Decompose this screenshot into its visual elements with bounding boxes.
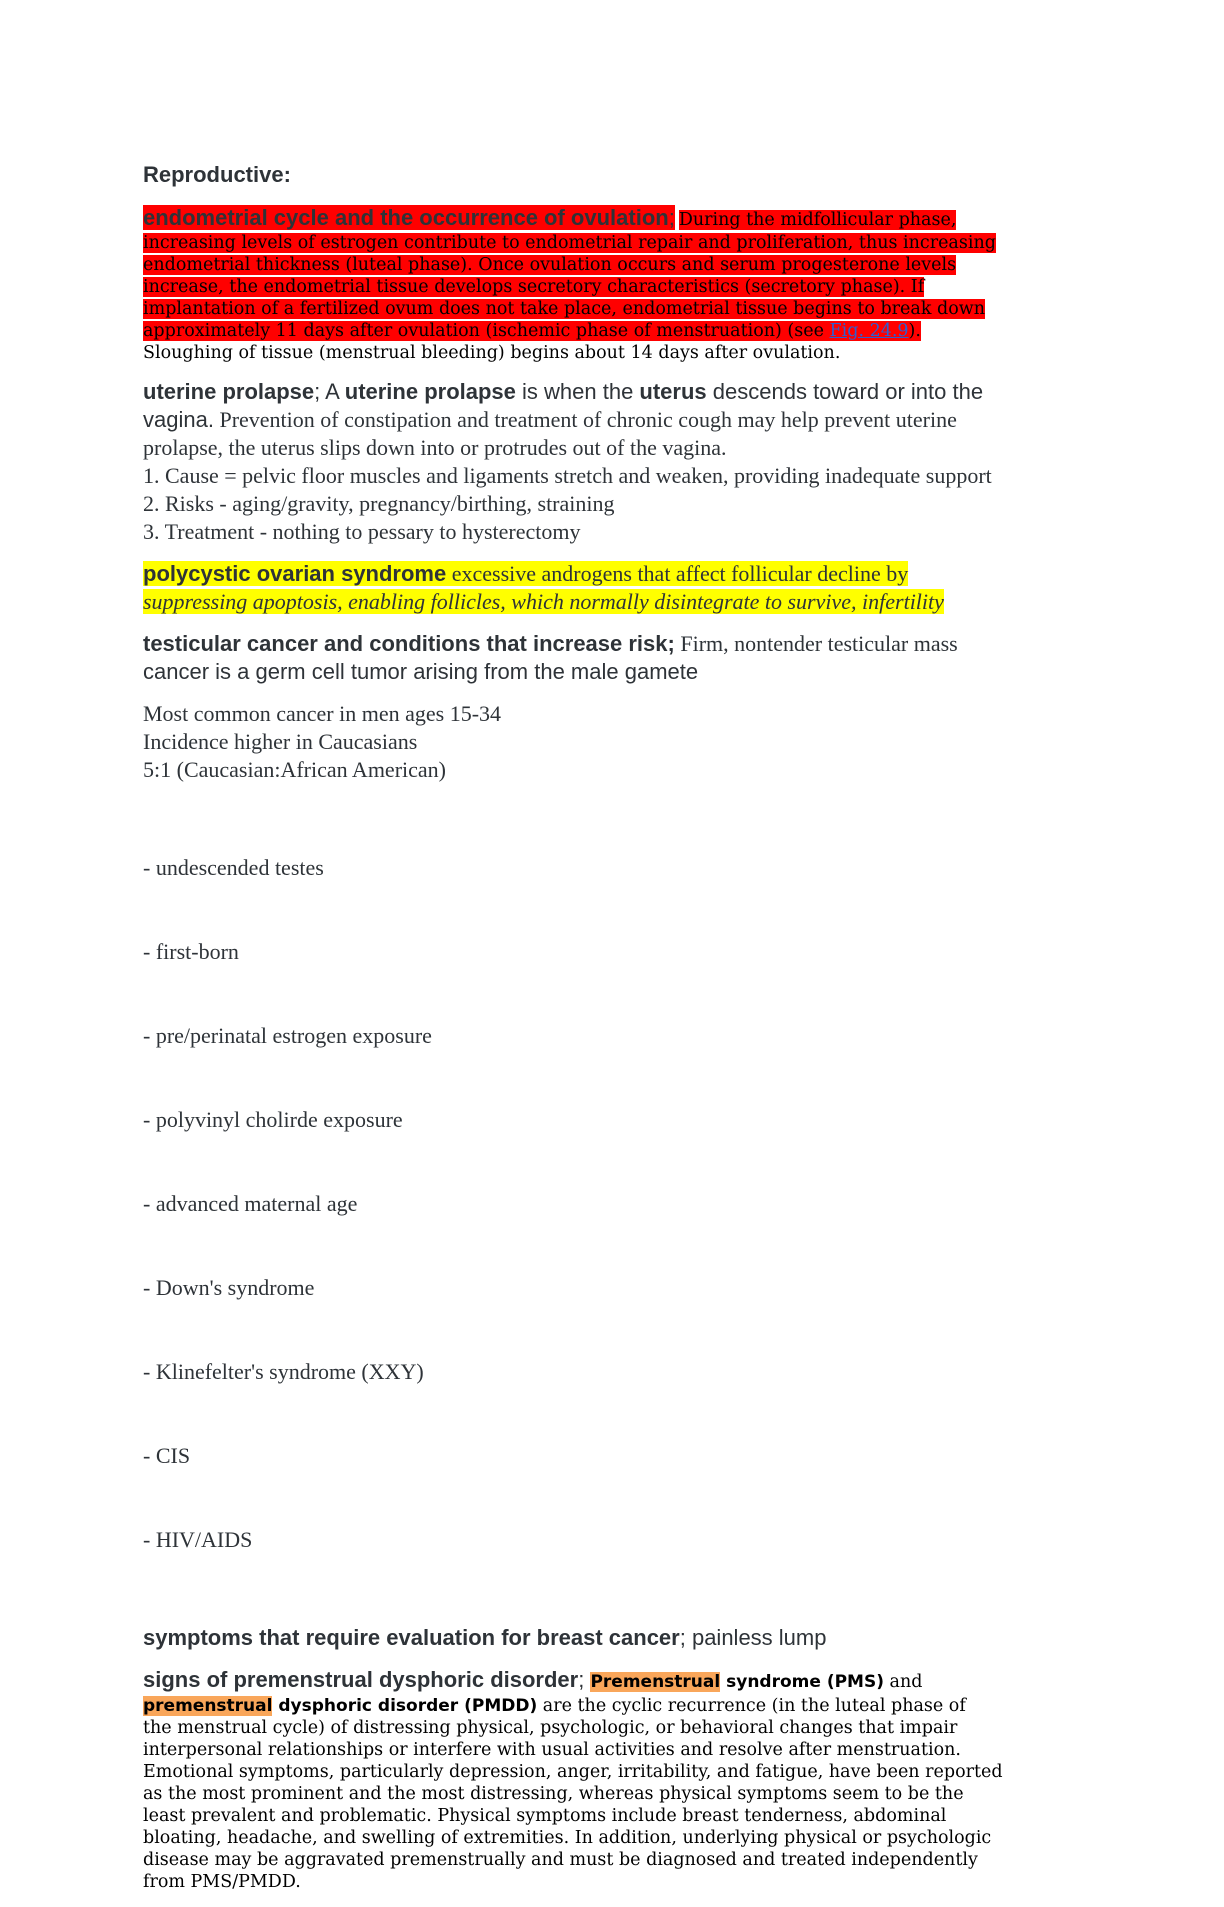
risk-item: - advanced maternal age (143, 1191, 358, 1216)
testicular-term: testicular cancer and conditions that increase risk; (143, 631, 675, 656)
pmdd-and: and (883, 1672, 923, 1692)
testicular-risk-list (143, 798, 1083, 1610)
prolapse-item-2: 2. Risks - aging/gravity, pregnancy/birthing, straining (143, 491, 615, 516)
risk-item: - Klinefelter's syndrome (XXY) (143, 1359, 424, 1384)
endometrial-line-4: increase, the endometrial tissue develops secretory characteristics (secretory phase). If (143, 277, 925, 297)
pmdd-line: as the most prominent and the most distressing, whereas physical symptoms seem to be the (143, 1784, 964, 1804)
pcos-section (143, 560, 1083, 616)
risk-item: - HIV/AIDS (143, 1527, 253, 1552)
pmdd-line: bloating, headache, and swelling of extremities. In addition, underlying physical or psychologic (143, 1828, 992, 1848)
stat-line: 5:1 (Caucasian:African American) (143, 757, 446, 782)
pcos-line-2: suppressing apoptosis, enabling follicles, which normally disintegrate to survive, infertility (143, 589, 944, 614)
testicular-stats (143, 700, 1083, 784)
endometrial-sep: ; (668, 205, 675, 230)
prolapse-term-3: uterus (639, 379, 707, 404)
breast-section (143, 1624, 1083, 1652)
section-heading: Reproductive: (143, 162, 291, 187)
stat-line: Incidence higher in Caucasians (143, 729, 418, 754)
pmdd-term: signs of premenstrual dysphoric disorder (143, 1667, 579, 1692)
pmdd-section (143, 1666, 1083, 1893)
pms-highlight: Premenstrual (590, 1672, 721, 1692)
prolapse-serif-1: Prevention of constipation and treatment of chronic cough may help prevent uterine (213, 407, 957, 432)
pmdd-line: least prevalent and problematic. Physical symptoms include breast tenderness, abdominal (143, 1806, 947, 1826)
endometrial-term: endometrial cycle and the occurrence of ovulation (143, 205, 669, 230)
prolapse-item-1: 1. Cause = pelvic floor muscles and ligaments stretch and weaken, providing inadequate support (143, 463, 992, 488)
endometrial-section (143, 204, 1083, 364)
pmdd-line: from PMS/PMDD. (143, 1872, 301, 1892)
endometrial-line-1: During the midfollicular phase, (678, 210, 957, 230)
risk-item: - CIS (143, 1443, 191, 1468)
document-page (143, 160, 1083, 1907)
prolapse-mid: is when the (515, 379, 640, 404)
prolapse-section (143, 378, 1083, 546)
risk-item: - undescended testes (143, 855, 324, 880)
endometrial-line-6-end: ). (908, 321, 921, 341)
breast-rest: ; painless lump (679, 1625, 827, 1650)
prolapse-term: uterine prolapse (143, 379, 315, 404)
endometrial-line-5: implantation of a fertilized ovum does not take place, endometrial tissue begins to break down (143, 299, 985, 319)
prolapse-rest-2: vagina. (143, 407, 214, 432)
stat-line: Most common cancer in men ages 15-34 (143, 701, 502, 726)
pmdd-line: Emotional symptoms, particularly depression, anger, irritability, and fatigue, have been reported (143, 1762, 1003, 1782)
prolapse-serif-2: prolapse, the uterus slips down into or protrudes out of the vagina. (143, 435, 727, 460)
risk-item: - first-born (143, 939, 239, 964)
prolapse-term-2: uterine prolapse (344, 379, 516, 404)
prolapse-sep: ; A (314, 379, 345, 404)
risk-item: - Down's syndrome (143, 1275, 315, 1300)
pmdd-line: interpersonal relationships or interfere with usual activities and resolve after menstruation. (143, 1740, 961, 1760)
pmdd-label: dysphoric disorder (PMDD) (272, 1696, 538, 1716)
endometrial-line-2: increasing levels of estrogen contribute to endometrial repair and proliferation, thus increasing (143, 233, 996, 253)
risk-item: - polyvinyl cholirde exposure (143, 1107, 403, 1132)
risk-item: - pre/perinatal estrogen exposure (143, 1023, 432, 1048)
pcos-term: polycystic ovarian syndrome (143, 561, 447, 586)
prolapse-item-3: 3. Treatment - nothing to pessary to hysterectomy (143, 519, 581, 544)
breast-term: symptoms that require evaluation for breast cancer (143, 1625, 680, 1650)
pcos-line-1: excessive androgens that affect follicular decline by (446, 561, 909, 586)
testicular-line-2: cancer is a germ cell tumor arising from the male gamete (143, 659, 699, 684)
pmdd-highlight: premenstrual (143, 1696, 273, 1716)
prolapse-rest-1: descends toward or into the (706, 379, 984, 404)
endometrial-tail: Sloughing of tissue (menstrual bleeding) begins about 14 days after ovulation. (143, 343, 841, 363)
testicular-line-1: Firm, nontender testicular mass (674, 631, 958, 656)
endometrial-line-6: approximately 11 days after ovulation (ischemic phase of menstruation) (see (143, 321, 830, 341)
pmdd-line: disease may be aggravated premenstrually and must be diagnosed and treated independently (143, 1850, 978, 1870)
pmdd-line: the menstrual cycle) of distressing physical, psychologic, or behavioral changes that impair (143, 1718, 958, 1738)
pmdd-sep: ; (578, 1667, 591, 1692)
pmdd-line-2: are the cyclic recurrence (in the luteal phase of (537, 1696, 966, 1716)
endometrial-line-3: endometrial thickness (luteal phase). Once ovulation occurs and serum progesterone levels (143, 255, 957, 275)
pms-label: syndrome (PMS) (720, 1672, 884, 1692)
testicular-section (143, 630, 1083, 686)
figure-link[interactable]: Fig. 24.9 (829, 321, 909, 341)
